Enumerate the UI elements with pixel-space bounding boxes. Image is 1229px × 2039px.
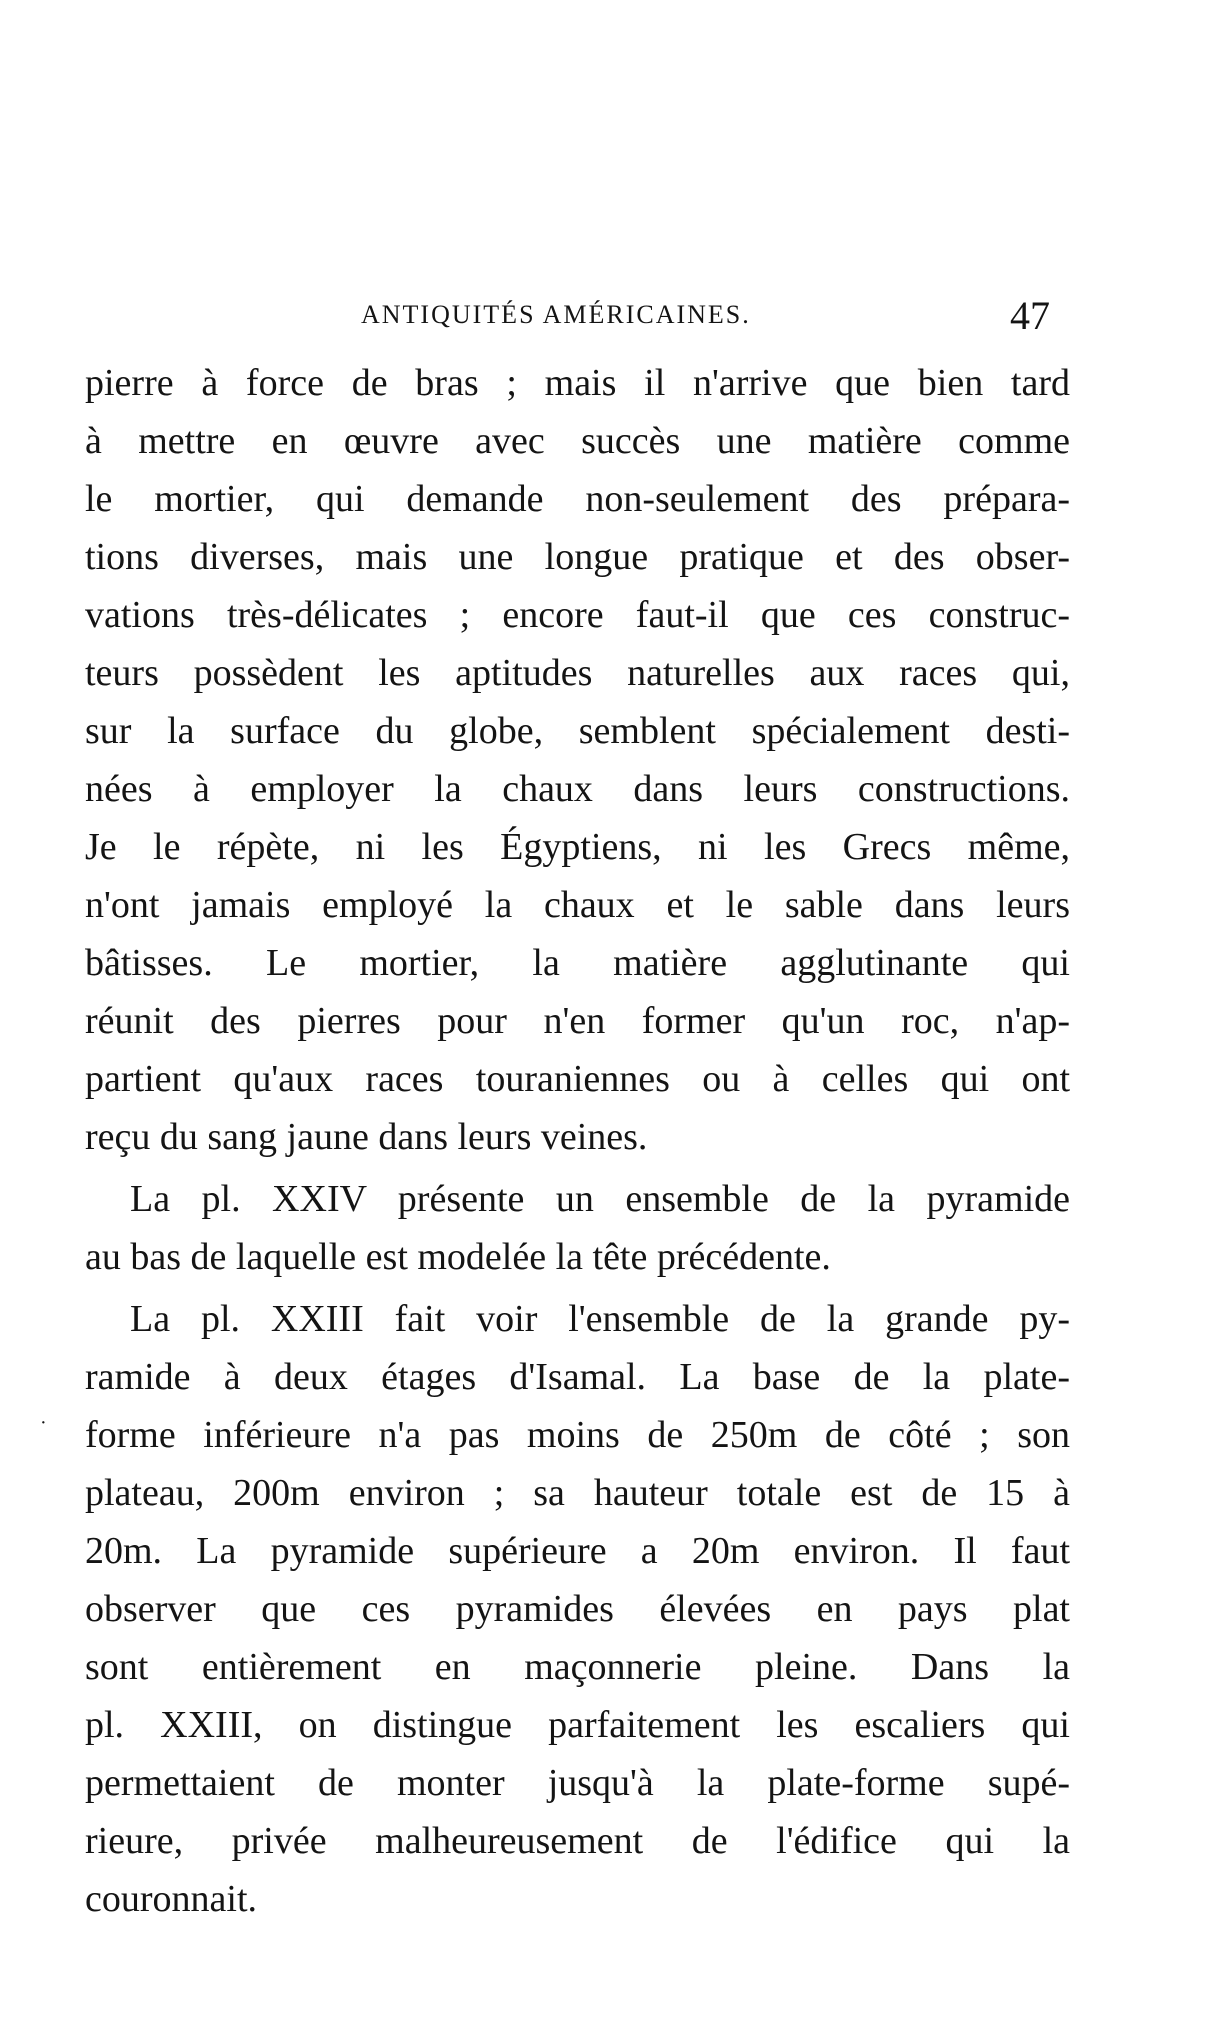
text-line: permettaient de monter jusqu'à la plate-forme supé- — [85, 1762, 1070, 1804]
text-line: couronnait. — [85, 1878, 258, 1920]
running-head — [85, 292, 1070, 342]
text-line: pierre à force de bras ; mais il n'arrive que bien tard — [85, 362, 1070, 404]
text-line: teurs possèdent les aptitudes naturelles aux races qui, — [85, 652, 1070, 694]
text-line: à mettre en œuvre avec succès une matière comme — [85, 420, 1070, 462]
text-line: bâtisses. Le mortier, la matière agglutinante qui — [85, 942, 1070, 984]
text-line: partient qu'aux races touraniennes ou à celles qui ont — [85, 1058, 1070, 1100]
text-line: observer que ces pyramides élevées en pays plat — [85, 1588, 1070, 1630]
body-text — [85, 354, 1070, 1928]
margin-mark: · — [40, 1412, 47, 1434]
text-line: 20m. La pyramide supérieure a 20m environ. Il faut — [85, 1530, 1070, 1572]
paragraph-plate-xxiii — [85, 1290, 1070, 1928]
text-line: forme inférieure n'a pas moins de 250m de côté ; son — [85, 1414, 1070, 1456]
paragraph-plate-xxiv — [85, 1170, 1070, 1286]
text-line: reçu du sang jaune dans leurs veines. — [85, 1116, 648, 1158]
text-line: pl. XXIII, on distingue parfaitement les escaliers qui — [85, 1704, 1070, 1746]
text-line: au bas de laquelle est modelée la tête précédente. — [85, 1236, 831, 1278]
text-line: nées à employer la chaux dans leurs constructions. — [85, 768, 1070, 810]
text-line: sur la surface du globe, semblent spécialement desti- — [85, 710, 1070, 752]
text-line: ramide à deux étages d'Isamal. La base de la plate- — [85, 1356, 1070, 1398]
text-line: sont entièrement en maçonnerie pleine. Dans la — [85, 1646, 1070, 1688]
text-line: le mortier, qui demande non-seulement des prépara- — [85, 478, 1070, 520]
text-line: Je le répète, ni les Égyptiens, ni les Grecs même, — [85, 826, 1070, 868]
text-line: vations très-délicates ; encore faut-il que ces construc- — [85, 594, 1070, 636]
page-number: 47 — [1010, 293, 1050, 338]
paragraph-mortar — [85, 354, 1070, 1166]
text-line: rieure, privée malheureusement de l'édifice qui la — [85, 1820, 1070, 1862]
text-line: La pl. XXIV présente un ensemble de la pyramide — [130, 1178, 1070, 1220]
running-title: ANTIQUITÉS AMÉRICAINES. — [361, 300, 751, 329]
text-line: La pl. XXIII fait voir l'ensemble de la grande py- — [130, 1298, 1070, 1340]
text-line: n'ont jamais employé la chaux et le sable dans leurs — [85, 884, 1070, 926]
text-line: tions diverses, mais une longue pratique et des obser- — [85, 536, 1070, 578]
text-line: plateau, 200m environ ; sa hauteur totale est de 15 à — [85, 1472, 1070, 1514]
text-line: réunit des pierres pour n'en former qu'un roc, n'ap- — [85, 1000, 1070, 1042]
